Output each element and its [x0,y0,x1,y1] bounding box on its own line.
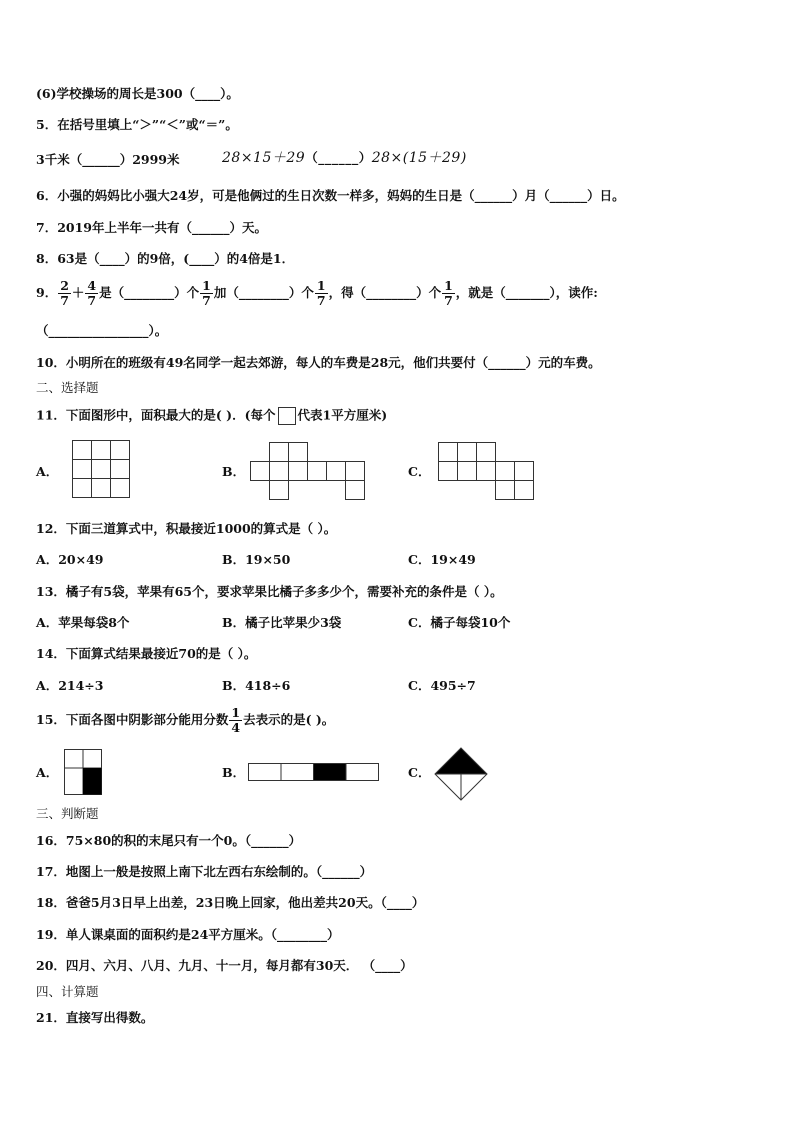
q15-option-a[interactable]: A． [36,765,59,780]
q14-text: 14．下面算式结果最接近70的是（ ）。 [36,646,257,661]
q14-option-b[interactable]: B．418÷6 [222,678,291,693]
q9-t1: 是（________）个 [99,285,200,300]
q6-text: 6．小强的妈妈比小强大24岁，可是他俩过的生日次数一样多，妈妈的生日是（______）月（______）日。 [36,188,625,203]
fraction-1-7-a: $\frac{1}{7}$ [202,278,211,308]
q9-t2: 加（________）个 [213,285,314,300]
q5-b-blank: （______） [305,150,372,165]
fraction-4-7: $\frac{4}{7}$ [87,278,97,308]
q14-option-a[interactable]: A．214÷3 [36,678,104,693]
q5-part-a: 3千米（______）2999米 [36,152,180,167]
q11-option-b[interactable]: B． [222,464,246,479]
q15-figure-b [248,763,379,781]
q12-option-a[interactable]: A．20×49 [36,552,104,567]
q18-text: 18．爸爸5月3日早上出差，23日晚上回家，他出差共20天。（____） [36,895,425,910]
section-3-title: 三、判断题 [36,806,99,821]
q9-text [36,279,598,308]
q19-text: 19．单人课桌面的面积约是24平方厘米。（________） [36,927,340,942]
q15-option-b[interactable]: B． [222,765,246,780]
q17-text: 17．地图上一般是按照上南下北左西右东绘制的。（______） [36,864,373,879]
q11-figure-a [72,440,130,498]
q7-text: 7．2019年上半年一共有（______）天。 [36,220,267,235]
q11-option-a[interactable]: A． [36,464,59,479]
q12-option-b[interactable]: B．19×50 [222,552,291,567]
q5-b-left: 28×15＋29 [222,150,306,166]
fraction-1-4: $\frac{1}{4}$ [231,705,241,735]
section-4-title: 四、计算题 [36,984,99,999]
q16-text: 16．75×80的积的末尾只有一个0。（______） [36,833,302,848]
q11-option-c[interactable]: C． [408,464,431,479]
q5-b-right: 28×(15＋29) [371,150,467,166]
q13-text: 13．橘子有5袋，苹果有65个，要求苹果比橘子多多少个，需要补充的条件是（ ）。 [36,584,503,599]
q15-text [36,706,334,735]
q11-text-b: 代表1平方厘米) [297,407,388,423]
q11-figure-c [438,442,534,500]
q14-option-c[interactable]: C．495÷7 [408,678,476,693]
fraction-2-7: $\frac{2}{7}$ [60,278,69,308]
q9-t4: ，就是（_______），读作: [455,285,598,300]
q15-figure-c [434,747,488,801]
q5-part-b [222,150,467,166]
q12-option-c[interactable]: C．19×49 [408,552,476,567]
q13-option-b[interactable]: B．橘子比苹果少3袋 [222,615,342,630]
q11-figure-b [250,442,366,500]
q13-option-a[interactable]: A．苹果每袋8个 [36,615,130,630]
q11-text [36,407,387,425]
q11-text-a: 11．下面图形中，面积最大的是( )．(每个 [36,407,276,423]
q15-figure-a [64,749,102,795]
q12-text: 12．下面三道算式中，积最接近1000的算式是（ ）。 [36,521,337,536]
section-2-title: 二、选择题 [36,380,99,395]
q21-text: 21．直接写出得数。 [36,1010,154,1025]
q9-plus: ＋ [71,285,85,300]
q5-text: 5．在括号里填上“＞”“＜”或“＝”。 [36,117,238,132]
q13-option-c[interactable]: C．橘子每袋10个 [408,615,511,630]
q9-line2: （________________）。 [36,323,168,338]
q10-text: 10．小明所在的班级有49名同学一起去郊游，每人的车费是28元，他们共要付（______）元的车费。 [36,355,601,370]
fraction-1-7-b: $\frac{1}{7}$ [316,278,326,308]
q15-text-a: 15．下面各图中阴影部分能用分数 [36,712,229,727]
q4-6-text: (6)学校操场的周长是300（____）。 [36,86,239,101]
fraction-1-7-c: $\frac{1}{7}$ [444,278,453,308]
q15-option-c[interactable]: C． [408,765,431,780]
q9-t3: ，得（________）个 [328,285,442,300]
q20-text: 20．四月、六月、八月、九月、十一月，每月都有30天． （____） [36,958,413,973]
q15-text-b: 去表示的是( )。 [243,712,335,727]
q8-text: 8．63是（____）的9倍，(____）的4倍是1． [36,251,295,266]
unit-square-icon [278,407,296,425]
q9-prefix: 9． [36,285,58,300]
